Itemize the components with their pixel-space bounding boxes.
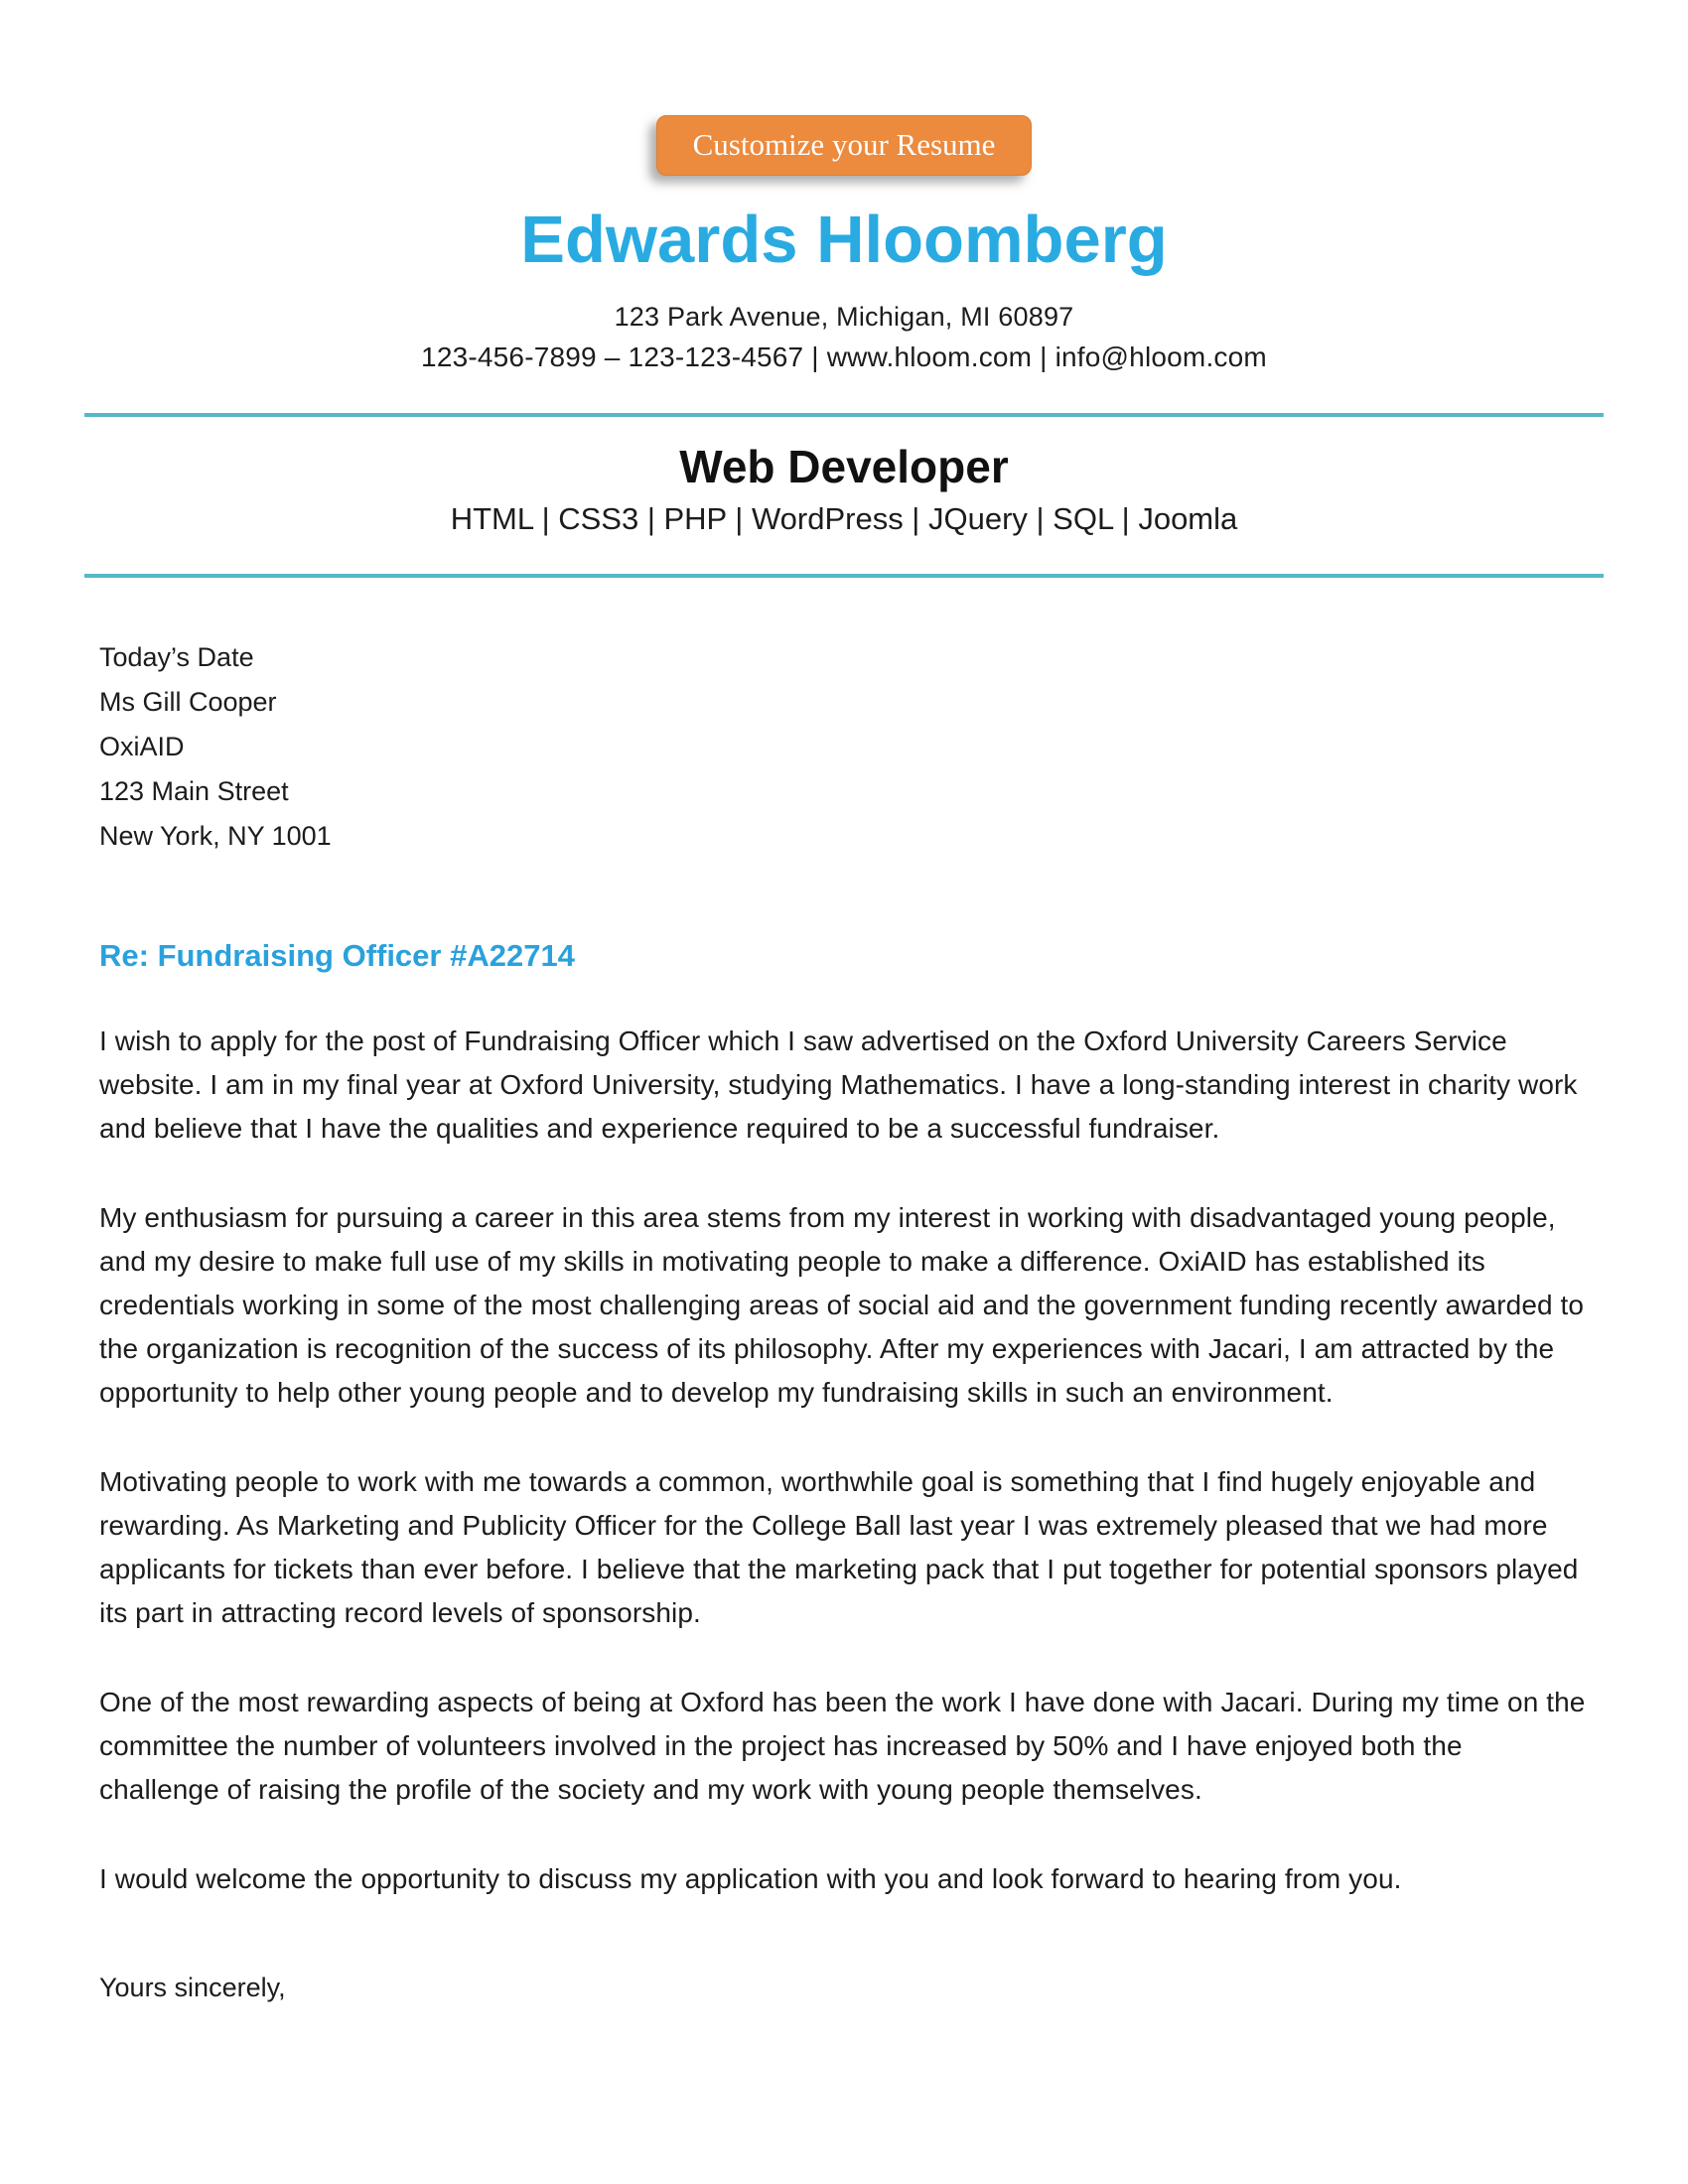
- recipient-block: [99, 635, 1589, 859]
- letter-paragraph-4: One of the most rewarding aspects of being at Oxford has been the work I have done with Jacari. During my time on the committee the number of volunteers involved in the project has increased by 50% and I have enjoyed both the challenge of raising the profile of the society and my work with young people themselves.: [99, 1687, 1586, 1805]
- job-title: Web Developer: [679, 441, 1009, 492]
- divider-bottom: [84, 574, 1604, 578]
- recipient-line-name: Ms Gill Cooper: [99, 687, 277, 717]
- closing-line: Yours sincerely,: [99, 1973, 286, 2002]
- recipient-line-date: Today’s Date: [99, 642, 254, 672]
- letter-paragraph-5: I would welcome the opportunity to discuss my application with you and look forward to hearing from you.: [99, 1863, 1402, 1894]
- contact-line: 123-456-7899 – 123-123-4567 | www.hloom.com | info@hloom.com: [421, 341, 1267, 372]
- customize-resume-button[interactable]: Customize your Resume: [656, 115, 1033, 176]
- customize-button-row: [0, 0, 1688, 176]
- letter-body: [99, 635, 1589, 2003]
- recipient-line-company: OxiAID: [99, 732, 185, 761]
- letter-paragraph-2: My enthusiasm for pursuing a career in this area stems from my interest in working with disadvantaged young people, and my desire to make full use of my skills in motivating people to make a difference. OxiAID has established its credentials working in some of the most challenging areas of social aid and the government funding recently awarded to the organization is recognition of the success of its philosophy. After my experiences with Jacari, I am attracted by the opportunity to help other young people and to develop my fundraising skills in such an environment.: [99, 1202, 1585, 1408]
- letter-paragraph-3: Motivating people to work with me towards a common, worthwhile goal is something that I find hugely enjoyable and rewarding. As Marketing and Publicity Officer for the College Ball last year I was extremely pleased that we had more applicants for tickets than ever before. I believe that the marketing pack that I put together for potential sponsors played its part in attracting record levels of sponsorship.: [99, 1466, 1579, 1628]
- candidate-name: Edwards Hloomberg: [520, 203, 1168, 277]
- skills-line: HTML | CSS3 | PHP | WordPress | JQuery | SQL | Joomla: [450, 501, 1238, 536]
- address-line: 123 Park Avenue, Michigan, MI 60897: [614, 302, 1074, 332]
- recipient-line-street: 123 Main Street: [99, 776, 289, 806]
- divider-top: [84, 413, 1604, 417]
- subject-line: Re: Fundraising Officer #A22714: [99, 938, 575, 973]
- letter-paragraph-1: I wish to apply for the post of Fundraising Officer which I saw advertised on the Oxford University Careers Service website. I am in my final year at Oxford University, studying Mathematics. I have a long-standing interest in charity work and believe that I have the qualities and experience required to be a successful fundraiser.: [99, 1025, 1578, 1144]
- recipient-line-city: New York, NY 1001: [99, 821, 332, 851]
